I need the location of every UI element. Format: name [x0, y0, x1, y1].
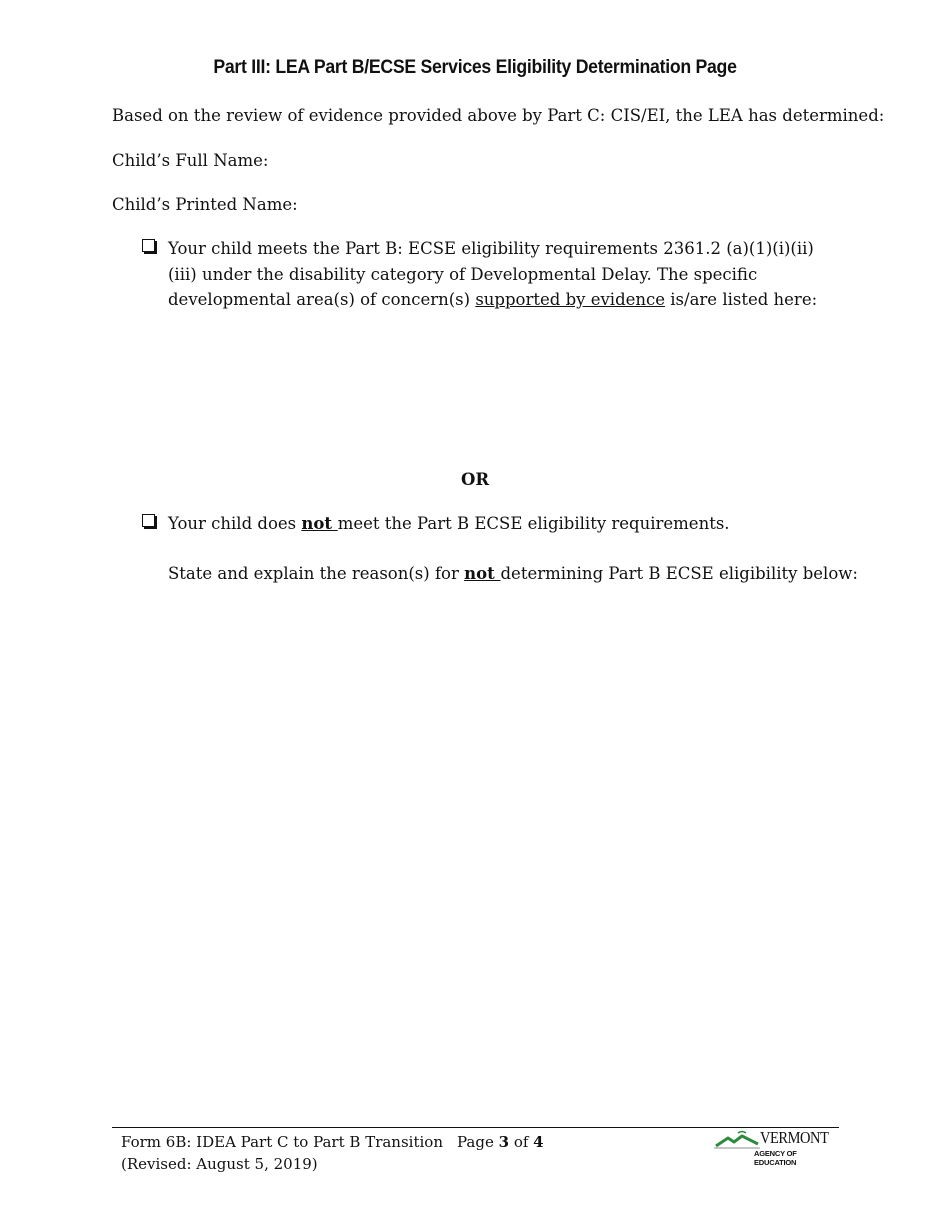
- logo-subtitle: AGENCY OF EDUCATION: [754, 1149, 797, 1167]
- eligible-option-text: Your child meets the Part B: ECSE eligibility requirements 2361.2 (a)(1)(i)(ii)(iii) under the disability category of Developmental Delay. The specific developmental area(s) of concern(s) supported by evidence is/are listed here:: [168, 239, 818, 309]
- mountain-icon: [714, 1130, 762, 1150]
- child-full-name-label: Child’s Full Name:: [112, 151, 269, 170]
- eligible-option: [140, 236, 840, 313]
- not-eligible-option: [140, 511, 840, 537]
- not-eligible-option-text: Your child does not meet the Part B ECSE eligibility requirements.: [168, 514, 730, 533]
- footer-form-info: [121, 1131, 443, 1175]
- vermont-logo: [714, 1128, 834, 1167]
- reason-instruction: State and explain the reason(s) for not determining Part B ECSE eligibility below:: [168, 564, 858, 583]
- page-title: Part III: LEA Part B/ECSE Services Eligibility Determination Page: [213, 57, 737, 78]
- footer-form-title: Form 6B: IDEA Part C to Part B Transition: [121, 1133, 443, 1151]
- logo-wordmark: VERMONT: [760, 1128, 829, 1147]
- not-eligible-checkbox[interactable]: [142, 514, 155, 527]
- or-separator: OR: [460, 470, 490, 489]
- child-printed-name-label: Child’s Printed Name:: [112, 195, 298, 214]
- page-number: Page 3 of 4: [457, 1133, 544, 1151]
- intro-text: Based on the review of evidence provided above by Part C: CIS/EI, the LEA has determined:: [112, 106, 885, 125]
- footer-revised-date: (Revised: August 5, 2019): [121, 1155, 318, 1173]
- eligible-checkbox[interactable]: [142, 239, 155, 252]
